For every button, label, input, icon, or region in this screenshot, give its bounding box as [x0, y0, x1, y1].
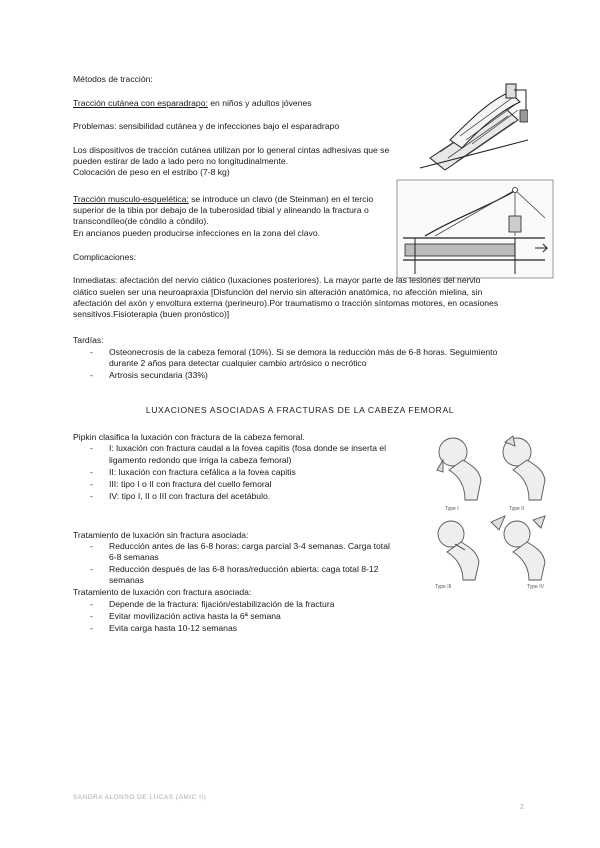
dispositivos-line-2: pueden estirar de lado a lado pero no longitudinalmente. [73, 156, 288, 166]
bullet-dash: - [90, 443, 93, 453]
cutanea-label: Tracción cutánea con esparadrapo: [73, 98, 208, 108]
fig-label-type-2: Type II [509, 506, 525, 512]
tardias-item-1b: durante 2 años para detectar cualquier cambio artrósico o necrótico [109, 358, 367, 368]
cutaneous-traction-illustration [410, 80, 528, 172]
inmediatas-line-3: afectación del axón y envoltura externa (perineuro).Por traumatismo o tracción síntomas motores, en ocasiones [73, 298, 499, 308]
pipkin-type-2: II: luxación con fractura cefálica a la fovea capitis [109, 467, 296, 477]
tardias-heading: Tardías: [73, 335, 104, 345]
femur-type-1 [437, 438, 481, 500]
pipkin-type-4: IV: tipo I, II o III con fractura del acetábulo. [109, 491, 271, 501]
bullet-dash: - [90, 611, 93, 621]
problemas-text: Problemas: sensibilidad cutánea y de infecciones bajo el esparadrapo [73, 121, 340, 131]
bullet-dash: - [90, 467, 93, 477]
musculo-text-1: se introduce un clavo (de Steinman) en el tercio [188, 194, 374, 204]
femur-type-4 [491, 516, 545, 580]
cutanea-text: en niños y adultos jóvenes [207, 98, 312, 108]
tardias-item-2: Artrosis secundaria (33%) [109, 370, 208, 380]
trat-sin-item-1b: 6-8 semanas [109, 552, 159, 562]
femur-type-2 [503, 436, 545, 500]
pipkin-type-1b: ligamento redondo que irriga la cabeza femoral) [109, 455, 292, 465]
page-number: 2 [520, 804, 525, 811]
bullet-dash: - [90, 479, 93, 489]
trat-sin-item-2a: Reducción después de las 6-8 horas/reducción abierta: caga total 8-12 [109, 564, 379, 574]
inmediatas-line-1: Inmediatas: afectación del nervio ciático (luxaciones posteriores). La mayor parte de las lesiones del nervio [73, 275, 481, 285]
bullet-dash: - [90, 564, 93, 574]
traction-heading: Métodos de tracción: [73, 74, 153, 84]
inmediatas-line-4: sensitivos.Fisioterapia (buen pronóstico)] [73, 309, 230, 319]
skeletal-traction-illustration [395, 178, 555, 280]
trat-con-item-1: Depende de la fractura: fijación/estabilización de la fractura [109, 599, 335, 609]
musculo-line-3: transcondíleo(de cóndilo a cóndilo). [73, 216, 209, 226]
fig-label-type-1: Type I [445, 506, 459, 512]
trat-con-heading: Tratamiento de luxación con fractura asociada: [73, 587, 252, 597]
pipkin-type-3: III: tipo I o II con fractura del cuello femoral [109, 479, 272, 489]
fig-label-type-3: Type III [435, 584, 452, 590]
tardias-item-1a: Osteonecrosis de la cabeza femoral (10%). Si se demora la reducción más de 6-8 horas. Seguimiento [109, 347, 498, 357]
trat-sin-item-2b: semanas [109, 575, 144, 585]
musculo-line-1 [73, 194, 373, 205]
musculo-label: Tracción musculo-esquelética: [73, 194, 189, 204]
pipkin-type-1a: I: luxación con fractura caudal a la fovea capitis (fosa donde se inserta el [109, 443, 387, 453]
pipkin-classification-figure [425, 430, 565, 592]
bullet-dash: - [90, 623, 93, 633]
pipkin-intro: Pipkin clasifica la luxación con fractura de la cabeza femoral. [73, 432, 305, 442]
trat-sin-item-1a: Reducción antes de las 6-8 horas: carga parcial 3-4 semanas. Carga total [109, 541, 390, 551]
inmediatas-line-2: ciático suelen ser una neuroapraxia [Disfunción del nervio sin alteración anatómica, no afección mielina, sin [73, 287, 483, 297]
trat-con-item-3: Evita carga hasta 10-12 semanas [109, 623, 238, 633]
bullet-dash: - [90, 599, 93, 609]
footer-author: SANDRA ALONSO DE LUCAS (AMIC II) [73, 794, 207, 801]
complicaciones-heading: Complicaciones: [73, 252, 137, 262]
femur-type-3 [438, 521, 479, 580]
bullet-dash: - [90, 541, 93, 551]
musculo-line-2: superior de la tibia por debajo de la tuberosidad tibial y alineando la fractura o [73, 205, 369, 215]
bullet-dash: - [90, 370, 93, 380]
cutanea-line [73, 98, 312, 109]
trat-sin-heading: Tratamiento de luxación sin fractura asociada: [73, 530, 249, 540]
fig-label-type-4: Type IV [527, 584, 544, 590]
bullet-dash: - [90, 347, 93, 357]
trat-con-item-2: Evitar movilización activa hasta la 6ª semana [109, 611, 281, 621]
bullet-dash: - [90, 491, 93, 501]
dispositivos-line-1: Los dispositivos de tracción cutánea utilizan por lo general cintas adhesivas que se [73, 145, 390, 155]
section-title: LUXACIONES ASOCIADAS A FRACTURAS DE LA CABEZA FEMORAL [145, 405, 455, 415]
ancianos-text: En ancianos pueden producirse infecciones en la zona del clavo. [73, 228, 320, 238]
colocacion-text: Colocación de peso en el estribo (7-8 kg) [73, 167, 230, 177]
